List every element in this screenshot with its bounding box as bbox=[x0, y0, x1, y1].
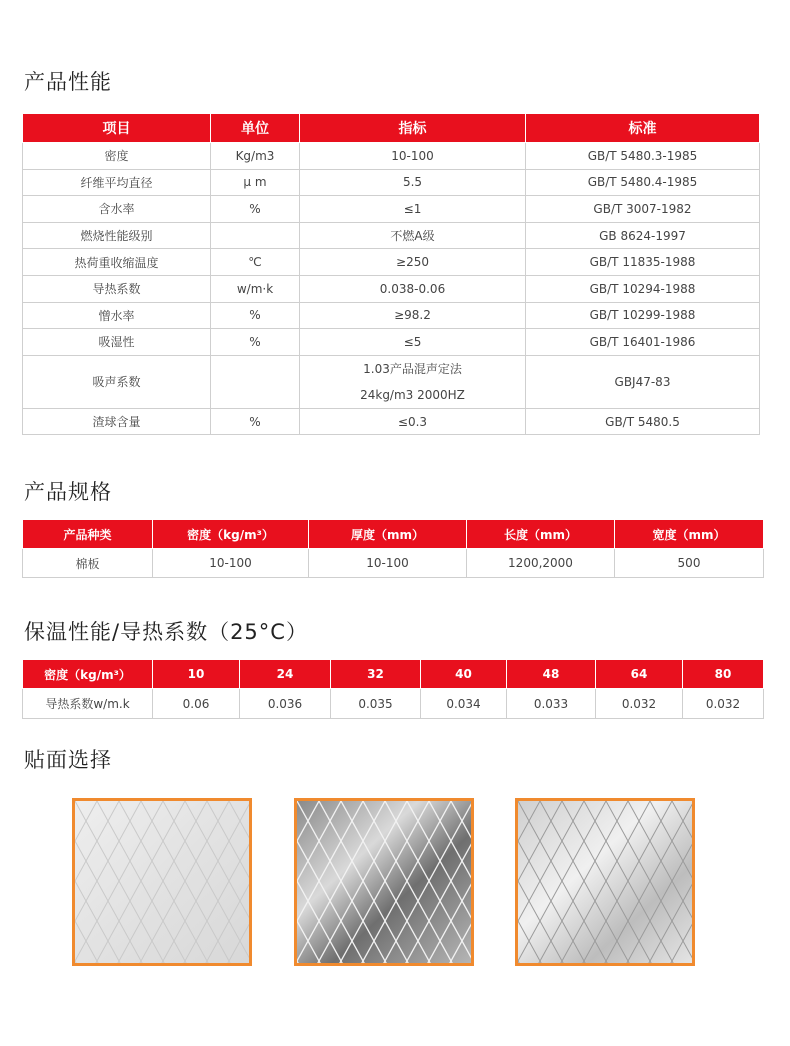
table-row bbox=[23, 329, 760, 356]
cell-index: 5.5 bbox=[300, 169, 526, 196]
header-thickness: 厚度（mm） bbox=[309, 520, 467, 549]
cell-standard: GB/T 3007-1982 bbox=[526, 196, 760, 223]
thermal-table bbox=[22, 659, 764, 719]
cell-item: 燃烧性能级别 bbox=[23, 222, 211, 249]
cell-row-label: 导热系数w/m.k bbox=[23, 689, 153, 719]
cell-standard: GB/T 5480.4-1985 bbox=[526, 169, 760, 196]
cell-standard: GB/T 10294-1988 bbox=[526, 275, 760, 302]
cell-unit: % bbox=[211, 329, 300, 356]
facing-swatch-light-foil bbox=[515, 798, 695, 966]
thermal-header-row bbox=[23, 660, 764, 689]
cell-index: ≥250 bbox=[300, 249, 526, 276]
performance-header-row bbox=[23, 114, 760, 143]
cell-unit: ℃ bbox=[211, 249, 300, 276]
cell-index: ≤1 bbox=[300, 196, 526, 223]
header-density-value: 32 bbox=[331, 660, 421, 689]
header-width: 宽度（mm） bbox=[615, 520, 764, 549]
cell-conductivity: 0.035 bbox=[331, 689, 421, 719]
facing-swatch-white-scrim bbox=[72, 798, 252, 966]
cell-item: 含水率 bbox=[23, 196, 211, 223]
table-row-sound-absorption bbox=[23, 355, 760, 408]
cell-conductivity: 0.032 bbox=[683, 689, 764, 719]
cell-index: 10-100 bbox=[300, 143, 526, 170]
performance-table bbox=[22, 113, 760, 435]
header-density-value: 10 bbox=[153, 660, 240, 689]
header-density-value: 48 bbox=[507, 660, 596, 689]
spec-header-row bbox=[23, 520, 764, 549]
cell-item: 热荷重收缩温度 bbox=[23, 249, 211, 276]
header-standard: 标准 bbox=[526, 114, 760, 143]
cell-index: ≤5 bbox=[300, 329, 526, 356]
facing-section-title: 贴面选择 bbox=[24, 748, 112, 772]
table-row bbox=[23, 689, 764, 719]
cell-unit: w/m·k bbox=[211, 275, 300, 302]
table-row bbox=[23, 169, 760, 196]
cell-conductivity: 0.034 bbox=[421, 689, 507, 719]
spec-section-title: 产品规格 bbox=[24, 480, 112, 504]
cell-thickness: 10-100 bbox=[309, 549, 467, 578]
header-length: 长度（mm） bbox=[467, 520, 615, 549]
cell-item: 吸湿性 bbox=[23, 329, 211, 356]
header-product-type: 产品种类 bbox=[23, 520, 153, 549]
light-foil-pattern bbox=[518, 801, 692, 963]
white-scrim-pattern bbox=[75, 801, 249, 963]
cell-conductivity: 0.033 bbox=[507, 689, 596, 719]
cell-item: 纤维平均直径 bbox=[23, 169, 211, 196]
cell-conductivity: 0.032 bbox=[596, 689, 683, 719]
index-line-1: 1.03产品混声定法 bbox=[363, 361, 462, 376]
cell-index-multiline bbox=[300, 355, 526, 408]
header-density-value: 80 bbox=[683, 660, 764, 689]
cell-unit: % bbox=[211, 302, 300, 329]
cell-item: 渣球含量 bbox=[23, 408, 211, 435]
cell-conductivity: 0.036 bbox=[240, 689, 331, 719]
cell-unit: % bbox=[211, 408, 300, 435]
header-item: 项目 bbox=[23, 114, 211, 143]
header-density-value: 24 bbox=[240, 660, 331, 689]
cell-standard: GB/T 10299-1988 bbox=[526, 302, 760, 329]
cell-standard: GB/T 5480.5 bbox=[526, 408, 760, 435]
cell-index: 0.038-0.06 bbox=[300, 275, 526, 302]
cell-item: 密度 bbox=[23, 143, 211, 170]
cell-length: 1200,2000 bbox=[467, 549, 615, 578]
cell-unit: Kg/m3 bbox=[211, 143, 300, 170]
dark-foil-pattern bbox=[297, 801, 471, 963]
index-line-2: 24kg/m3 2000HZ bbox=[360, 387, 465, 402]
cell-standard: GB/T 5480.3-1985 bbox=[526, 143, 760, 170]
table-row bbox=[23, 249, 760, 276]
table-row bbox=[23, 196, 760, 223]
performance-section-title: 产品性能 bbox=[24, 70, 112, 94]
cell-unit: μ m bbox=[211, 169, 300, 196]
cell-unit: % bbox=[211, 196, 300, 223]
cell-standard: GB 8624-1997 bbox=[526, 222, 760, 249]
header-density-value: 64 bbox=[596, 660, 683, 689]
thermal-section-title: 保温性能/导热系数（25°C） bbox=[24, 620, 308, 644]
header-index: 指标 bbox=[300, 114, 526, 143]
table-row bbox=[23, 275, 760, 302]
cell-conductivity: 0.06 bbox=[153, 689, 240, 719]
facing-swatch-dark-foil bbox=[294, 798, 474, 966]
cell-item: 吸声系数 bbox=[23, 355, 211, 408]
table-row bbox=[23, 302, 760, 329]
cell-item: 导热系数 bbox=[23, 275, 211, 302]
cell-unit bbox=[211, 222, 300, 249]
cell-standard: GB/T 16401-1986 bbox=[526, 329, 760, 356]
cell-index: ≥98.2 bbox=[300, 302, 526, 329]
cell-item: 憎水率 bbox=[23, 302, 211, 329]
header-density: 密度（kg/m³） bbox=[153, 520, 309, 549]
cell-width: 500 bbox=[615, 549, 764, 578]
cell-standard: GB/T 11835-1988 bbox=[526, 249, 760, 276]
table-row bbox=[23, 222, 760, 249]
cell-index: 不燃A级 bbox=[300, 222, 526, 249]
spec-table bbox=[22, 519, 764, 578]
cell-density: 10-100 bbox=[153, 549, 309, 578]
header-density-value: 40 bbox=[421, 660, 507, 689]
header-density: 密度（kg/m³） bbox=[23, 660, 153, 689]
cell-index: ≤0.3 bbox=[300, 408, 526, 435]
header-unit: 单位 bbox=[211, 114, 300, 143]
cell-product-type: 棉板 bbox=[23, 549, 153, 578]
table-row bbox=[23, 408, 760, 435]
table-row bbox=[23, 549, 764, 578]
cell-standard: GBJ47-83 bbox=[526, 355, 760, 408]
cell-unit bbox=[211, 355, 300, 408]
table-row bbox=[23, 143, 760, 170]
